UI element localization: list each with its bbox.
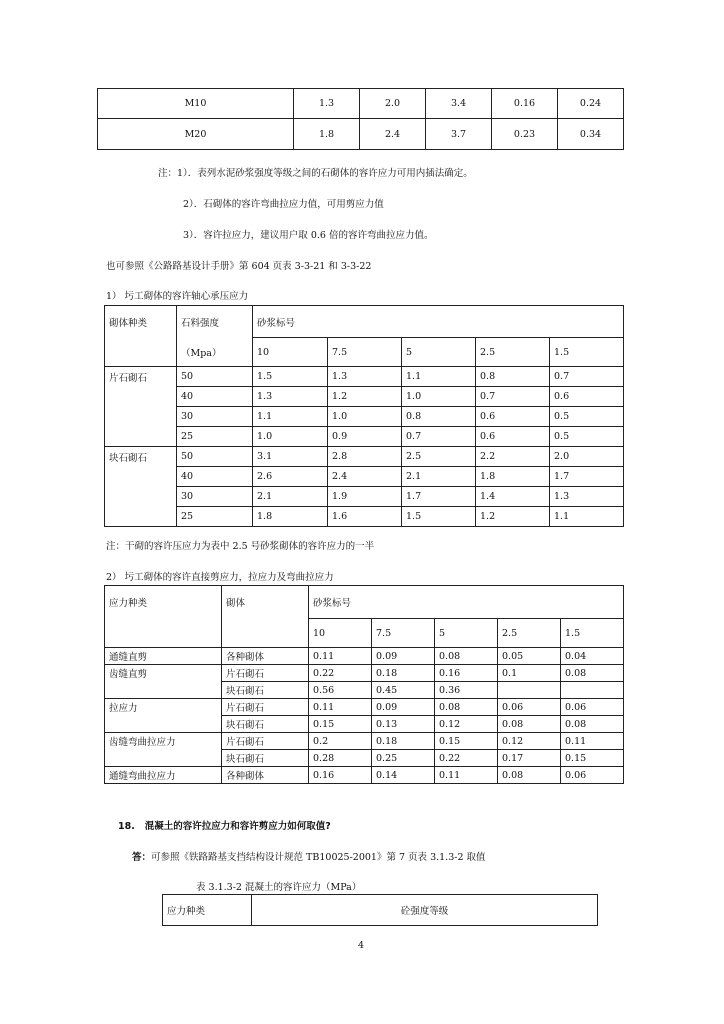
table-cell: 0.08 (561, 716, 624, 733)
table-cell (105, 407, 177, 427)
table-cell: 0.11 (561, 733, 624, 750)
table-cell: 0.16 (309, 767, 372, 784)
table-cell: 0.11 (309, 699, 372, 716)
mortar-grade-cell: 1.5 (561, 619, 624, 648)
table-cell: 50 (177, 367, 253, 387)
header-stone-strength: 石料强度 (177, 306, 253, 338)
table-row (105, 507, 624, 527)
table1-title: 1） 圬工砌体的容许轴心承压应力 (106, 291, 249, 302)
table-cell: 0.15 (561, 750, 624, 767)
table-cell: 30 (177, 487, 253, 507)
table-cell: 1.8 (253, 507, 328, 527)
table-row (105, 716, 624, 733)
table-cell: 1.8 (294, 119, 360, 150)
mortar-grade-cell: 5 (435, 619, 498, 648)
header-stone-unit: （Mpa） (177, 338, 253, 367)
table-cell: 0.36 (435, 682, 498, 699)
table-cell: 1.3 (294, 89, 360, 119)
table-cell: 1.8 (476, 467, 550, 487)
table-cell: 0.22 (435, 750, 498, 767)
mortar-grade-cell: 7.5 (328, 338, 402, 367)
table-cell: 0.34 (558, 119, 624, 150)
table-cell: 齿缝直剪 (105, 665, 222, 682)
table-cell: 各种砌体 (222, 648, 309, 665)
table-cell: 1.2 (328, 387, 402, 407)
table-cell: 25 (177, 507, 253, 527)
table-cell: 0.08 (435, 699, 498, 716)
table-cell: 0.17 (498, 750, 561, 767)
table-cell: 0.16 (492, 89, 558, 119)
mortar-grade-cell: 5 (402, 338, 476, 367)
table-header-row (105, 586, 624, 619)
reference-text: 也可参照《公路路基设计手册》第 604 页表 3-3-21 和 3-3-22 (106, 261, 372, 272)
table-cell: 0.18 (372, 665, 435, 682)
table-cell: 1.1 (253, 407, 328, 427)
answer-text: 可参照《铁路路基支挡结构设计规范 TB10025-2001》第 7 页表 3.1.3-2 取值 (151, 852, 486, 863)
question-text: 混凝土的容许拉应力和容许剪应力如何取值? (144, 821, 331, 832)
table-cell: 通缝直剪 (105, 648, 222, 665)
table-cell: 0.9 (328, 427, 402, 447)
table-cell (105, 716, 222, 733)
table-cell: 1.9 (328, 487, 402, 507)
table-cell: 2.2 (476, 447, 550, 467)
header-stress-type: 应力种类 (105, 586, 222, 619)
table-cell (105, 467, 177, 487)
table-row (105, 407, 624, 427)
table-cell: 0.8 (476, 367, 550, 387)
table-cell: 0.6 (550, 387, 624, 407)
table-cell: 0.23 (492, 119, 558, 150)
table-cell: 0.7 (550, 367, 624, 387)
question-number: 18. (118, 821, 135, 832)
table-header-row (105, 306, 624, 338)
table3-caption: 表 3.1.3-2 混凝土的容许应力（MPa） (196, 882, 362, 893)
table-cell: 1.3 (328, 367, 402, 387)
table-cell: 1.0 (402, 387, 476, 407)
table-row (105, 447, 624, 467)
table-cell: 3.7 (426, 119, 492, 150)
table-row (105, 367, 624, 387)
table-cell: 0.15 (435, 733, 498, 750)
shear-tensile-stress-table (104, 585, 624, 784)
group-name: 块石砌石 (105, 447, 177, 467)
table-cell: 3.1 (253, 447, 328, 467)
table-cell (561, 682, 624, 699)
table-cell: 25 (177, 427, 253, 447)
table-row (105, 767, 624, 784)
header-masonry-type: 砌体种类 (105, 306, 177, 338)
table-row (105, 733, 624, 750)
table-cell: 0.14 (372, 767, 435, 784)
table-row (105, 487, 624, 507)
table-cell: 40 (177, 387, 253, 407)
table-cell (105, 750, 222, 767)
table-cell: 2.6 (253, 467, 328, 487)
table-cell: 1.0 (328, 407, 402, 427)
header-mortar-grade: 砂浆标号 (309, 586, 624, 619)
table-cell: 通缝弯曲拉应力 (105, 767, 222, 784)
table-cell: 0.5 (550, 427, 624, 447)
table-cell: 0.06 (561, 699, 624, 716)
table-cell: 1.1 (402, 367, 476, 387)
table-cell: 0.56 (309, 682, 372, 699)
table-cell: 0.09 (372, 699, 435, 716)
table-cell: 0.08 (498, 716, 561, 733)
table-cell: 拉应力 (105, 699, 222, 716)
table-cell: 1.7 (402, 487, 476, 507)
table-cell: 0.06 (561, 767, 624, 784)
answer-label: 答： (132, 852, 152, 863)
table-cell: 齿缝弯曲拉应力 (105, 733, 222, 750)
table-cell (105, 338, 177, 367)
table-cell: 0.12 (498, 733, 561, 750)
question-18 (118, 818, 331, 832)
table-row (105, 699, 624, 716)
table-cell: 0.24 (558, 89, 624, 119)
table-cell: 1.0 (253, 427, 328, 447)
table-cell: 1.5 (253, 367, 328, 387)
table-cell: 0.15 (309, 716, 372, 733)
mortar-grade-cell: 2.5 (498, 619, 561, 648)
table-cell: 0.8 (402, 407, 476, 427)
mortar-strength-table (97, 88, 624, 150)
page-number: 4 (358, 940, 365, 951)
axial-compressive-stress-table (104, 305, 624, 527)
table-cell: 1.3 (253, 387, 328, 407)
table-cell: 0.13 (372, 716, 435, 733)
table-cell: 1.6 (328, 507, 402, 527)
table-cell: 0.05 (498, 648, 561, 665)
table-cell: 1.7 (550, 467, 624, 487)
header-stress-type: 应力种类 (163, 895, 252, 926)
table-cell: 片石砌石 (222, 699, 309, 716)
table-row (105, 387, 624, 407)
table-cell: 块石砌石 (222, 750, 309, 767)
table-cell: 1.2 (476, 507, 550, 527)
table-cell: 0.08 (561, 665, 624, 682)
table-header-row (163, 895, 598, 926)
table-cell: 1.4 (476, 487, 550, 507)
table-cell: 0.16 (435, 665, 498, 682)
table-cell: 块石砌石 (222, 682, 309, 699)
table-cell: 0.45 (372, 682, 435, 699)
table1-note: 注：干砌的容许压应力为表中 2.5 号砂浆砌体的容许应力的一半 (106, 541, 375, 552)
table-cell: 2.0 (550, 447, 624, 467)
answer (132, 849, 486, 863)
table-cell: 2.1 (253, 487, 328, 507)
concrete-allowable-stress-table (162, 894, 598, 926)
table-row (98, 89, 624, 119)
mortar-grade-cell: 10 (253, 338, 328, 367)
table-cell: 0.11 (435, 767, 498, 784)
mortar-grade-cell: 7.5 (372, 619, 435, 648)
table-cell: 50 (177, 447, 253, 467)
table-cell (105, 487, 177, 507)
table-cell: 0.06 (498, 699, 561, 716)
table-cell: 0.28 (309, 750, 372, 767)
table-cell: 0.5 (550, 407, 624, 427)
header-masonry: 砌体 (222, 586, 309, 619)
table-cell: 0.09 (372, 648, 435, 665)
note-3: 3）．容许拉应力，建议用户取 0.6 倍的容许弯曲拉应力值。 (183, 230, 434, 241)
table2-title: 2） 圬工砌体的容许直接剪应力，拉应力及弯曲拉应力 (106, 572, 334, 583)
table-cell: 0.22 (309, 665, 372, 682)
table-cell: 2.4 (328, 467, 402, 487)
note-2: 2）．石砌体的容许弯曲拉应力值，可用剪应力值 (183, 199, 384, 210)
table-cell (105, 619, 222, 648)
table-cell: 40 (177, 467, 253, 487)
table-cell: 0.2 (309, 733, 372, 750)
table-cell: 0.6 (476, 407, 550, 427)
table-cell: 块石砌石 (222, 716, 309, 733)
table-cell: 1.5 (402, 507, 476, 527)
mortar-grade-cell: 1.5 (550, 338, 624, 367)
table-row (105, 750, 624, 767)
table-cell: 0.7 (402, 427, 476, 447)
group-name: 片石砌石 (105, 367, 177, 387)
table-cell: 0.1 (498, 665, 561, 682)
table-header-row (105, 619, 624, 648)
table-cell: 0.04 (561, 648, 624, 665)
table-cell: 0.08 (498, 767, 561, 784)
table-cell: 0.08 (435, 648, 498, 665)
table-row (98, 119, 624, 150)
note-1: 注：1）．表列水泥砂浆强度等级之间的石砌体的容许应力可用内插法确定。 (158, 168, 473, 179)
table-cell: 各种砌体 (222, 767, 309, 784)
table-row (105, 467, 624, 487)
table-row (105, 427, 624, 447)
mortar-grade-cell: 2.5 (476, 338, 550, 367)
table-row (105, 648, 624, 665)
table-cell: M20 (98, 119, 294, 150)
mortar-grade-cell: 10 (309, 619, 372, 648)
table-cell: 1.1 (550, 507, 624, 527)
table-cell: 2.5 (402, 447, 476, 467)
table-row (105, 682, 624, 699)
table-cell (105, 387, 177, 407)
table-cell: 30 (177, 407, 253, 427)
table-cell: 2.1 (402, 467, 476, 487)
table-cell: 2.4 (360, 119, 426, 150)
table-row (105, 665, 624, 682)
table-cell: 0.7 (476, 387, 550, 407)
table-cell: 2.8 (328, 447, 402, 467)
table-cell (222, 619, 309, 648)
table-cell (105, 682, 222, 699)
table-cell: 3.4 (426, 89, 492, 119)
table-cell (105, 427, 177, 447)
table-cell (498, 682, 561, 699)
header-concrete-grade: 砼强度等级 (252, 895, 598, 926)
table-cell: 0.25 (372, 750, 435, 767)
table-cell: 0.6 (476, 427, 550, 447)
table-cell: 0.18 (372, 733, 435, 750)
table-cell: 0.12 (435, 716, 498, 733)
table-cell: 1.3 (550, 487, 624, 507)
table-cell: 片石砌石 (222, 733, 309, 750)
table-cell: M10 (98, 89, 294, 119)
table-cell: 0.11 (309, 648, 372, 665)
table-cell: 片石砌石 (222, 665, 309, 682)
table-cell: 2.0 (360, 89, 426, 119)
header-mortar-grade: 砂浆标号 (253, 306, 624, 338)
table-cell (105, 507, 177, 527)
table-header-row (105, 338, 624, 367)
